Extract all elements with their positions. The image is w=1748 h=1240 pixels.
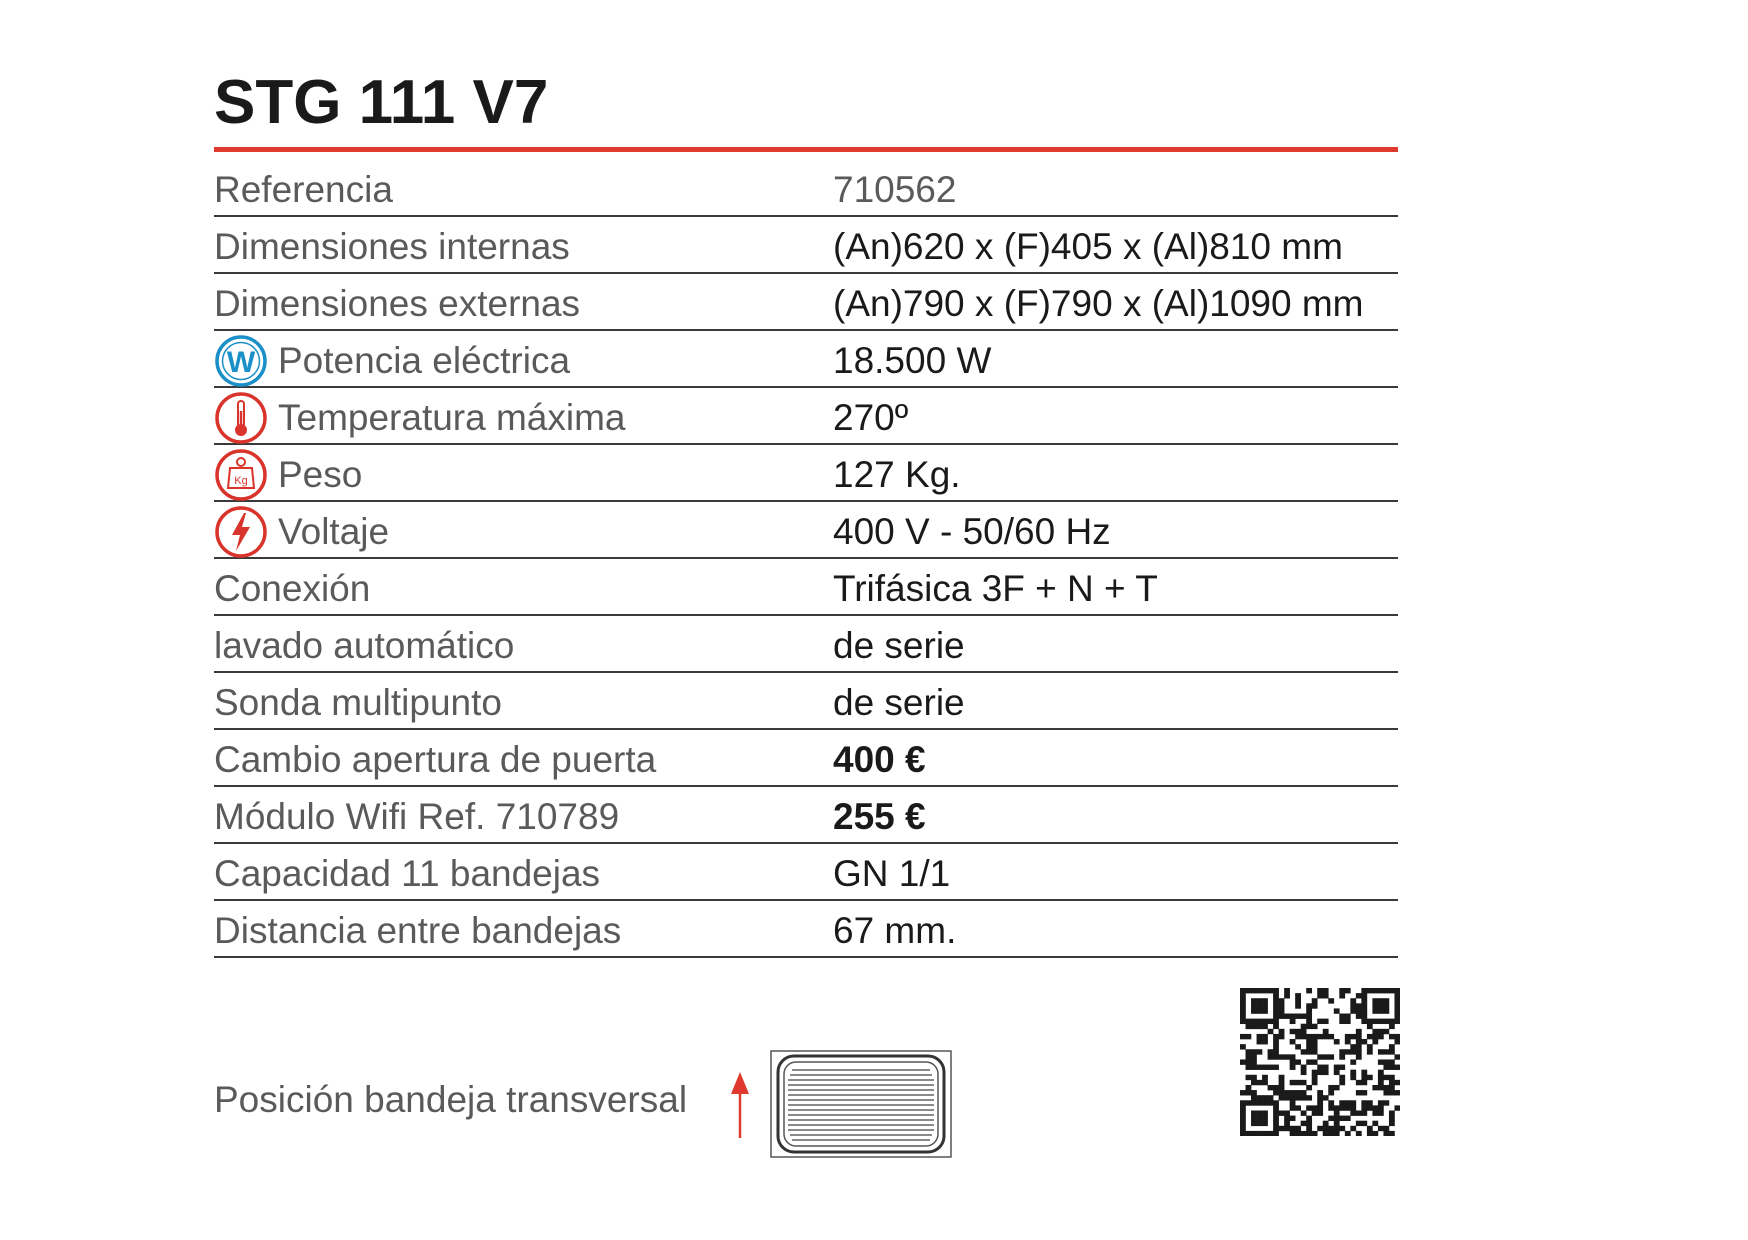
spec-row bbox=[214, 561, 1398, 616]
spec-label: Dimensiones externas bbox=[214, 282, 581, 324]
spec-table bbox=[214, 162, 1398, 960]
power-icon bbox=[214, 334, 268, 388]
spec-value: 127 Kg. bbox=[833, 453, 961, 495]
spec-row bbox=[214, 162, 1398, 217]
spec-label: Peso bbox=[278, 453, 363, 495]
spec-row bbox=[214, 618, 1398, 673]
spec-label: Referencia bbox=[214, 168, 393, 210]
spec-value: (An)790 x (F)790 x (Al)1090 mm bbox=[833, 282, 1364, 324]
spec-label: Módulo Wifi Ref. 710789 bbox=[214, 795, 620, 837]
spec-label: Capacidad 11 bandejas bbox=[214, 852, 601, 894]
spec-value: 710562 bbox=[833, 168, 957, 210]
spec-value: 400 € bbox=[833, 738, 926, 780]
spec-row bbox=[214, 675, 1398, 730]
spec-value: de serie bbox=[833, 624, 965, 666]
spec-value: (An)620 x (F)405 x (Al)810 mm bbox=[833, 225, 1343, 267]
spec-row bbox=[214, 276, 1398, 331]
qr-code-icon bbox=[1240, 988, 1400, 1136]
spec-label: Potencia eléctrica bbox=[278, 339, 571, 381]
spec-row bbox=[214, 219, 1398, 274]
spec-label: Distancia entre bandejas bbox=[214, 909, 622, 951]
spec-value: GN 1/1 bbox=[833, 852, 951, 894]
weight-icon bbox=[214, 448, 268, 502]
spec-value: Trifásica 3F + N + T bbox=[833, 567, 1158, 609]
spec-label: Voltaje bbox=[278, 510, 390, 552]
spec-row bbox=[214, 447, 1398, 502]
spec-row bbox=[214, 789, 1398, 844]
title-underline bbox=[214, 147, 1398, 152]
svg-text:Kg: Kg bbox=[234, 475, 248, 487]
lightning-icon bbox=[214, 505, 268, 559]
spec-row bbox=[214, 903, 1398, 958]
spec-value: 67 mm. bbox=[833, 909, 957, 951]
product-title: STG 111 V7 bbox=[214, 68, 549, 137]
arrow-up-icon bbox=[727, 1072, 753, 1140]
spec-label: Sonda multipunto bbox=[214, 681, 502, 723]
spec-label: lavado automático bbox=[214, 624, 515, 666]
tray-position-label: Posición bandeja transversal bbox=[214, 1079, 688, 1120]
spec-row bbox=[214, 846, 1398, 901]
svg-text:W: W bbox=[226, 346, 256, 379]
spec-label: Temperatura máxima bbox=[278, 396, 626, 438]
spec-row bbox=[214, 333, 1398, 388]
spec-value: 255 € bbox=[833, 795, 926, 837]
spec-row bbox=[214, 390, 1398, 445]
spec-row bbox=[214, 732, 1398, 787]
spec-row bbox=[214, 504, 1398, 559]
thermometer-icon bbox=[214, 391, 268, 445]
tray-icon bbox=[770, 1050, 952, 1158]
spec-value: de serie bbox=[833, 681, 965, 723]
spec-label: Cambio apertura de puerta bbox=[214, 738, 657, 780]
spec-value: 18.500 W bbox=[833, 339, 992, 381]
spec-label: Conexión bbox=[214, 567, 371, 609]
spec-value: 400 V - 50/60 Hz bbox=[833, 510, 1111, 552]
spec-label: Dimensiones internas bbox=[214, 225, 570, 267]
spec-value: 270º bbox=[833, 396, 909, 438]
